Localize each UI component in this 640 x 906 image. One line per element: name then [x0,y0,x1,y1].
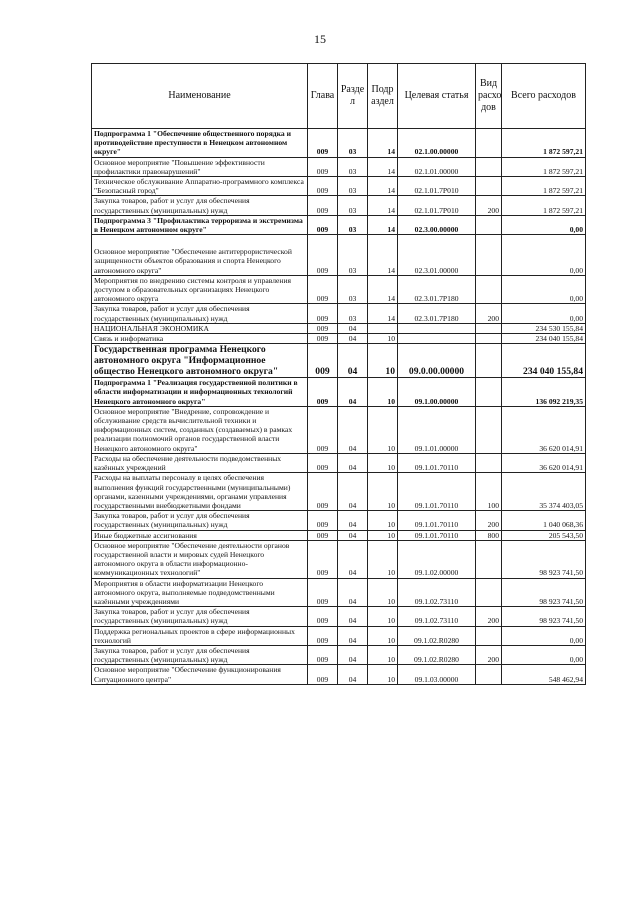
row-target: 09.1.02.R0280 [398,645,476,664]
row-target: 09.0.00.00000 [398,344,476,378]
row-target: 02.3.01.7Р180 [398,275,476,304]
row-subsection: 10 [368,540,398,578]
row-total: 98 923 741,50 [502,607,586,626]
row-section: 03 [338,215,368,234]
row-target: 02.3.01.00000 [398,235,476,276]
row-section: 04 [338,453,368,472]
row-total: 1 872 597,21 [502,177,586,196]
table-header-row [92,64,586,129]
row-subsection: 10 [368,645,398,664]
row-name: Закупка товаров, работ и услуг для обеспечения государственных (муниципальных) нужд [92,511,308,530]
row-name: Основное мероприятие "Обеспечение деятельности органов государственной власти и мировых судей Ненецкого автономного округа в области информационно-коммуникационных технологий" [92,540,308,578]
row-name: Подпрограмма 1 "Обеспечение общественного порядка и противодействие преступности в Ненецком автономном округе" [92,129,308,158]
row-target [398,323,476,333]
row-chapter: 009 [308,196,338,215]
row-section: 04 [338,530,368,540]
header-chapter: Глава [308,64,338,129]
row-expense-type [476,344,502,378]
table-row [92,607,586,626]
row-subsection: 14 [368,304,398,323]
row-total: 234 040 155,84 [502,334,586,344]
row-subsection: 10 [368,453,398,472]
row-expense-type [476,235,502,276]
row-name: Техническое обслуживание Аппаратно-программного комплекса "Безопасный город" [92,177,308,196]
row-chapter: 009 [308,626,338,645]
row-name: Подпрограмма 1 "Реализация государственной политики в области информатизации и информационных технологий Ненецкого автономного округа" [92,378,308,407]
row-expense-type [476,626,502,645]
row-target: 09.1.02.73110 [398,607,476,626]
table-row [92,473,586,511]
row-total: 0,00 [502,275,586,304]
row-target: 09.1.02.73110 [398,578,476,607]
row-name: Закупка товаров, работ и услуг для обеспечения государственных (муниципальных) нужд [92,645,308,664]
row-total: 0,00 [502,645,586,664]
row-subsection: 10 [368,665,398,684]
table-row [92,453,586,472]
row-target: 02.1.01.00000 [398,157,476,176]
row-expense-type [476,578,502,607]
row-name: Подпрограмма 3 "Профилактика терроризма и экстремизма в Ненецком автономном округе" [92,215,308,234]
row-expense-type: 200 [476,511,502,530]
row-expense-type [476,665,502,684]
row-total: 548 462,94 [502,665,586,684]
row-section: 03 [338,196,368,215]
table-row [92,323,586,333]
row-chapter: 009 [308,530,338,540]
row-section: 04 [338,473,368,511]
row-expense-type [476,378,502,407]
row-total: 36 620 014,91 [502,406,586,453]
row-expense-type [476,157,502,176]
row-total: 0,00 [502,215,586,234]
row-name: Основное мероприятие "Внедрение, сопровождение и обслуживание средств вычислительной техники и информационных систем, созданных (создаваемых) в рамках реализации полномочий органов государственной власти Ненецкого автономного округа" [92,406,308,453]
row-total: 1 872 597,21 [502,196,586,215]
table-row [92,215,586,234]
row-chapter: 009 [308,323,338,333]
table-row [92,378,586,407]
row-target [398,334,476,344]
row-target: 02.3.00.00000 [398,215,476,234]
row-chapter: 009 [308,378,338,407]
row-total: 98 923 741,50 [502,578,586,607]
row-name: Закупка товаров, работ и услуг для обеспечения государственных (муниципальных) нужд [92,304,308,323]
row-chapter: 009 [308,344,338,378]
row-subsection: 10 [368,626,398,645]
row-chapter: 009 [308,406,338,453]
row-target: 02.1.00.00000 [398,129,476,158]
row-section: 04 [338,540,368,578]
row-name: Иные бюджетные ассигнования [92,530,308,540]
row-section: 04 [338,607,368,626]
row-name: Основное мероприятие "Обеспечение антитеррористической защищенности объектов образования и спорта Ненецкого автономного округа" [92,235,308,276]
row-subsection: 14 [368,157,398,176]
row-name: Мероприятия по внедрению системы контроля и управления доступом в образовательных организациях Ненецкого автономного округа [92,275,308,304]
row-section: 03 [338,235,368,276]
row-section: 04 [338,334,368,344]
row-expense-type [476,540,502,578]
table-row [92,344,586,378]
row-chapter: 009 [308,304,338,323]
row-section: 03 [338,177,368,196]
row-target: 09.1.01.70110 [398,473,476,511]
table-row [92,304,586,323]
row-section: 03 [338,157,368,176]
table-row [92,157,586,176]
header-section: Разде л [338,64,368,129]
row-target: 09.1.01.70110 [398,530,476,540]
table-row [92,406,586,453]
row-section: 04 [338,645,368,664]
row-total: 1 872 597,21 [502,129,586,158]
row-total: 234 530 155,84 [502,323,586,333]
row-subsection: 10 [368,473,398,511]
row-chapter: 009 [308,453,338,472]
row-total: 234 040 155,84 [502,344,586,378]
row-subsection: 10 [368,511,398,530]
row-name: НАЦИОНАЛЬНАЯ ЭКОНОМИКА [92,323,308,333]
table-row [92,334,586,344]
row-section: 03 [338,304,368,323]
row-subsection: 10 [368,607,398,626]
row-target: 09.1.01.70110 [398,511,476,530]
row-chapter: 009 [308,473,338,511]
row-section: 04 [338,406,368,453]
row-expense-type [476,334,502,344]
row-name: Поддержка региональных проектов в сфере информационных технологий [92,626,308,645]
row-chapter: 009 [308,540,338,578]
table-row [92,578,586,607]
row-chapter: 009 [308,578,338,607]
row-subsection: 14 [368,177,398,196]
table-row [92,129,586,158]
row-expense-type: 100 [476,473,502,511]
row-name: Основное мероприятие "Обеспечение функционирования Ситуационного центра" [92,665,308,684]
row-chapter: 009 [308,177,338,196]
row-subsection: 14 [368,235,398,276]
row-total: 0,00 [502,235,586,276]
header-subsection: Подр аздел [368,64,398,129]
budget-table [91,63,586,685]
row-expense-type [476,453,502,472]
row-section: 04 [338,511,368,530]
row-name: Мероприятия в области информатизации Ненецкого автономного округа, выполняемые подведомственными казёнными учреждениями [92,578,308,607]
row-name: Расходы на выплаты персоналу в целях обеспечения выполнения функций государственными (муниципальными) органами, казенными учреждениями, органами управления государственными внебюджетными фондами [92,473,308,511]
row-name: Связь и информатика [92,334,308,344]
row-expense-type [476,177,502,196]
row-chapter: 009 [308,511,338,530]
row-expense-type [476,129,502,158]
row-chapter: 009 [308,645,338,664]
row-total: 205 543,50 [502,530,586,540]
row-expense-type: 200 [476,645,502,664]
row-target: 09.1.01.00000 [398,406,476,453]
row-chapter: 009 [308,607,338,626]
row-section: 04 [338,626,368,645]
table-row [92,177,586,196]
row-section: 04 [338,578,368,607]
row-subsection: 14 [368,215,398,234]
row-section: 03 [338,275,368,304]
table-row [92,665,586,684]
row-expense-type: 200 [476,304,502,323]
table-row [92,275,586,304]
row-name: Расходы на обеспечение деятельности подведомственных казённых учреждений [92,453,308,472]
row-target: 02.1.01.7Р010 [398,177,476,196]
row-section: 04 [338,344,368,378]
table-body [92,129,586,685]
row-chapter: 009 [308,215,338,234]
row-total: 36 620 014,91 [502,453,586,472]
row-expense-type [476,323,502,333]
header-name: Наименование [92,64,308,129]
row-subsection: 14 [368,129,398,158]
row-name: Закупка товаров, работ и услуг для обеспечения государственных (муниципальных) нужд [92,196,308,215]
row-chapter: 009 [308,129,338,158]
row-expense-type [476,406,502,453]
header-target: Целевая статья [398,64,476,129]
row-total: 0,00 [502,304,586,323]
table-row [92,196,586,215]
row-subsection: 10 [368,344,398,378]
row-expense-type: 200 [476,607,502,626]
row-target: 09.1.00.00000 [398,378,476,407]
row-subsection: 10 [368,334,398,344]
row-expense-type: 800 [476,530,502,540]
header-expense-type: Вид расхо дов [476,64,502,129]
row-total: 136 092 219,35 [502,378,586,407]
row-target: 02.1.01.7Р010 [398,196,476,215]
table-row [92,235,586,276]
row-expense-type [476,275,502,304]
row-name: Закупка товаров, работ и услуг для обеспечения государственных (муниципальных) нужд [92,607,308,626]
row-total: 1 040 068,36 [502,511,586,530]
row-chapter: 009 [308,665,338,684]
row-total: 98 923 741,50 [502,540,586,578]
row-subsection: 14 [368,275,398,304]
row-subsection: 10 [368,578,398,607]
table-row [92,540,586,578]
row-subsection: 10 [368,406,398,453]
row-total: 35 374 403,05 [502,473,586,511]
row-section: 04 [338,665,368,684]
row-section: 04 [338,378,368,407]
row-chapter: 009 [308,334,338,344]
table-row [92,645,586,664]
row-name: Основное мероприятие "Повышение эффективности профилактики правонарушений" [92,157,308,176]
page-number: 15 [314,32,326,46]
row-subsection: 10 [368,530,398,540]
table-row [92,511,586,530]
row-expense-type: 200 [476,196,502,215]
table-row [92,626,586,645]
row-target: 09.1.01.70110 [398,453,476,472]
row-target: 09.1.03.00000 [398,665,476,684]
row-name: Государственная программа Ненецкого автономного округа "Информационное общество Ненецкого автономного округа" [92,344,308,378]
row-total: 0,00 [502,626,586,645]
row-subsection: 14 [368,196,398,215]
row-chapter: 009 [308,275,338,304]
header-total: Всего расходов [502,64,586,129]
row-section: 04 [338,323,368,333]
table-row [92,530,586,540]
row-target: 09.1.02.R0280 [398,626,476,645]
row-chapter: 009 [308,235,338,276]
row-target: 02.3.01.7Р180 [398,304,476,323]
row-subsection: 10 [368,378,398,407]
row-chapter: 009 [308,157,338,176]
row-total: 1 872 597,21 [502,157,586,176]
row-expense-type [476,215,502,234]
row-subsection [368,323,398,333]
row-target: 09.1.02.00000 [398,540,476,578]
row-section: 03 [338,129,368,158]
